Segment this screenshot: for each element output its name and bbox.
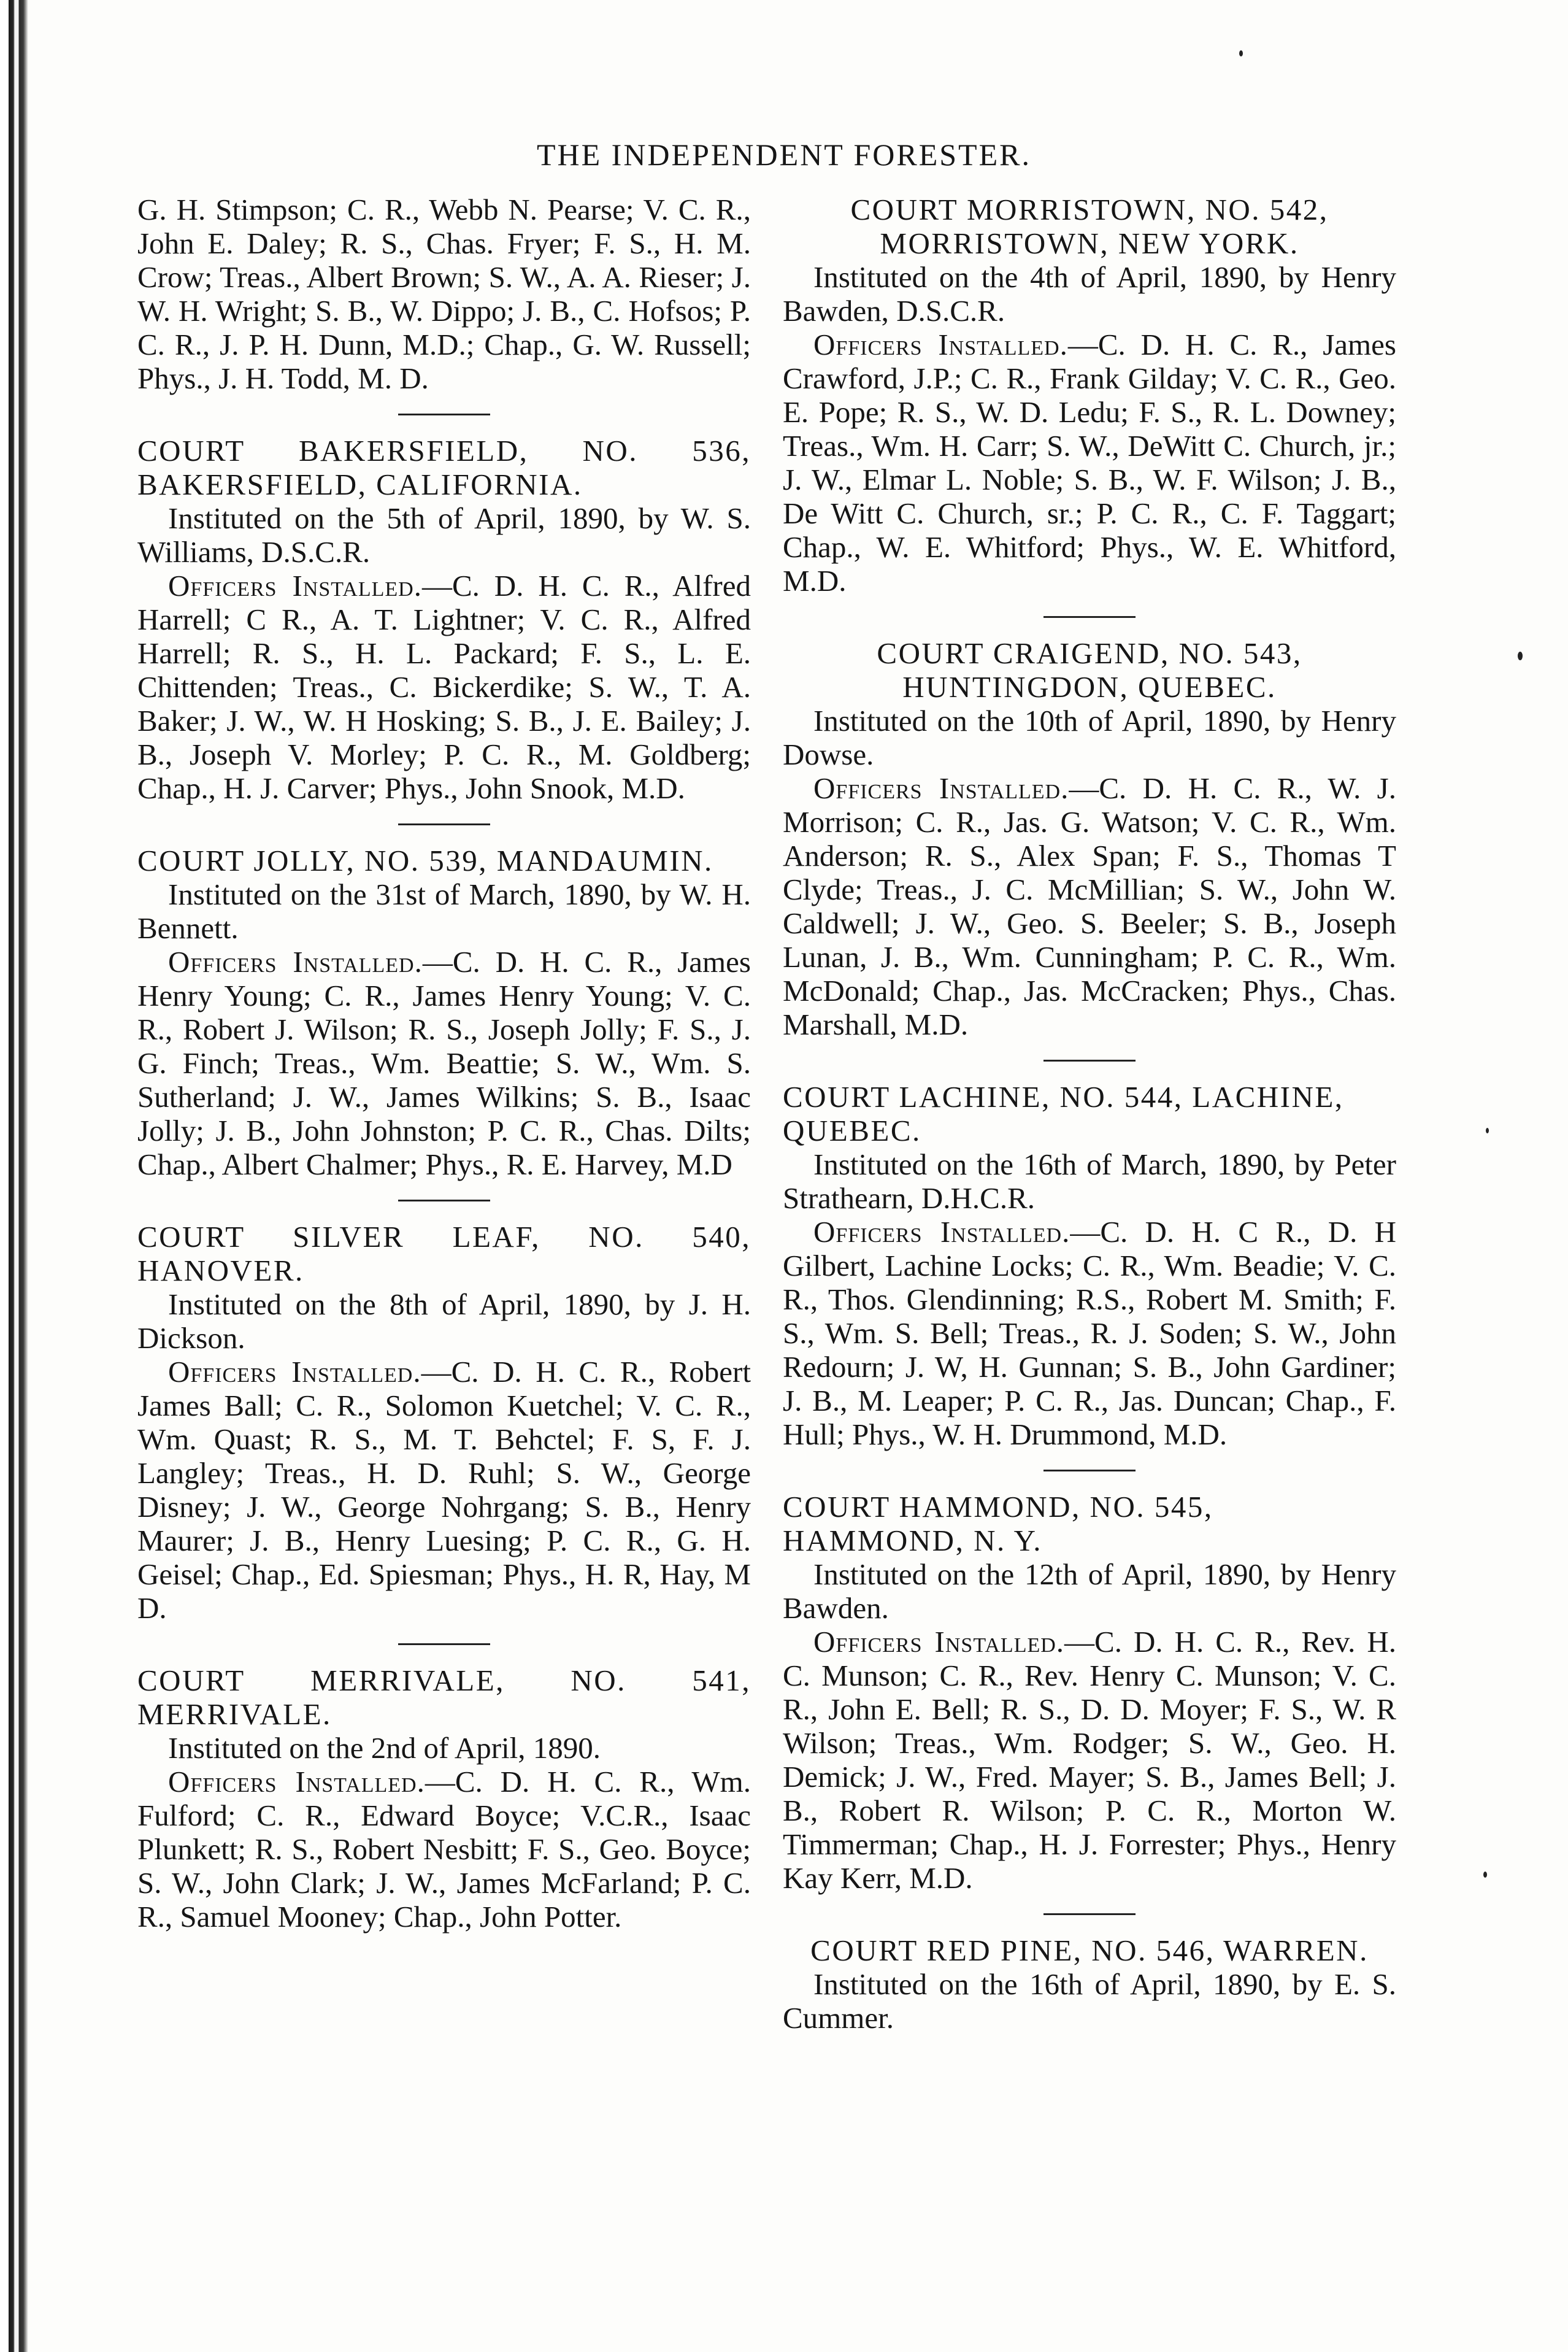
court-heading: COURT CRAIGEND, NO. 543, HUNTINGDON, QUEBEC. — [877, 636, 1302, 704]
section-rule — [398, 414, 490, 415]
officers-label: Officers Installed. — [168, 1355, 421, 1389]
section-rule — [1043, 1060, 1136, 1062]
court-officers — [137, 945, 751, 1181]
court-instituted: Instituted on the 10th of April, 1890, by Henry Dowse. — [783, 704, 1396, 771]
court-bakersfield — [137, 434, 751, 805]
court-instituted: Instituted on the 12th of April, 1890, by Henry Bawden. — [783, 1557, 1396, 1625]
court-heading: COURT BAKERSFIELD, NO. 536, BAKERSFIELD, CALIFORNIA. — [137, 434, 751, 501]
court-heading: COURT RED PINE, NO. 546, WARREN. — [810, 1934, 1369, 1967]
court-officers — [783, 771, 1396, 1041]
running-head: THE INDEPENDENT FORESTER. — [536, 137, 1031, 172]
left-column — [137, 193, 751, 1934]
section-rule — [398, 1200, 490, 1201]
court-officers — [137, 1765, 751, 1934]
officers-label: Officers Installed. — [813, 1625, 1065, 1659]
officers-label: Officers Installed. — [168, 945, 423, 979]
officers-label: Officers Installed. — [168, 569, 422, 603]
officers-list: —C. D. H. C R., D. H Gilbert, Lachine Locks; C. R., Wm. Beadie; V. C. R., Thos. Glendinning; R.S., Robert M. Smith; F. S., Wm. S. Bell; Treas., R. J. Soden; S. W., John Redourn; J. W, H. Gunnan; S. B., John Gardiner; J. B., M. Leaper; P. C. R., Jas. Duncan; Chap., F. Hull; Phys., W. H. Drummond, M.D. — [783, 1215, 1397, 1451]
section-rule — [398, 823, 490, 825]
court-officers — [137, 1355, 751, 1625]
court-instituted: Instituted on the 8th of April, 1890, by J. H. Dickson. — [137, 1287, 751, 1355]
court-heading: COURT SILVER LEAF, NO. 540, HANOVER. — [137, 1220, 751, 1287]
court-instituted: Instituted on the 16th of April, 1890, by E. S. Cummer. — [783, 1967, 1396, 2035]
margin-speck — [1518, 652, 1523, 660]
court-jolly — [137, 844, 751, 1181]
court-heading: COURT JOLLY, NO. 539, MANDAUMIN. — [137, 844, 713, 877]
court-morristown — [783, 193, 1396, 598]
officers-list: —C. D. H. C. R., Rev. H. C. Munson; C. R., Rev. Henry C. Munson; V. C. R., John E. Bell; R. S., D. D. Moyer; F. S., W. R Wilson; Treas., Wm. Rodger; S. W., Geo. H. Demick; J. W., Fred. Mayer; S. B., James Bell; J. B., Robert R. Wilson; P. C. R., Morton W. Timmerman; Chap., H. J. Forrester; Phys., Henry Kay Kerr, M.D. — [783, 1625, 1396, 1895]
officers-label: Officers Installed. — [813, 328, 1068, 361]
court-officers — [783, 328, 1396, 598]
court-heading: COURT LACHINE, NO. 544, LACHINE, QUEBEC. — [783, 1080, 1344, 1147]
court-silver-leaf — [137, 1220, 751, 1625]
court-lachine — [783, 1080, 1396, 1451]
officers-label: Officers Installed. — [813, 1215, 1070, 1249]
margin-speck — [1239, 50, 1243, 56]
margin-speck — [1486, 1128, 1489, 1133]
court-hammond — [783, 1490, 1396, 1895]
court-craigend — [783, 636, 1396, 1041]
officers-list: —C. D. H. C. R., Robert James Ball; C. R., Solomon Kuetchel; V. C. R., Wm. Quast; R. S., M. T. Behctel; F. S, F. J. Langley; Treas., H. D. Ruhl; S. W., George Disney; J. W., George Nohrgang; S. B., Henry Maurer; J. B., Henry Luesing; P. C. R., G. H. Geisel; Chap., Ed. Spiesman; Phys., H. R, Hay, M D. — [137, 1355, 751, 1625]
section-rule — [1043, 616, 1136, 618]
court-instituted: Instituted on the 31st of March, 1890, by W. H. Bennett. — [137, 877, 751, 945]
book-spine-edge — [0, 0, 28, 2352]
court-red-pine — [783, 1934, 1396, 2035]
court-heading: COURT HAMMOND, NO. 545, HAMMOND, N. Y. — [783, 1490, 1213, 1557]
court-instituted: Instituted on the 5th of April, 1890, by W. S. Williams, D.S.C.R. — [137, 501, 751, 569]
officers-list: —C. D. H. C. R., W. J. Morrison; C. R., Jas. G. Watson; V. C. R., Wm. Anderson; R. S., Alex Span; F. S., Thomas T Clyde; Treas., J. C. McMillian; S. W., John W. Caldwell; J. W., Geo. S. Beeler; S. B., Joseph Lunan, J. B., Wm. Cunningham; P. C. R., Wm. McDonald; Chap., Jas. McCracken; Phys., Chas. Marshall, M.D. — [783, 771, 1396, 1041]
opening-paragraph: G. H. Stimpson; C. R., Webb N. Pearse; V. C. R., John E. Daley; R. S., Chas. Fryer; F. S., H. M. Crow; Treas., Albert Brown; S. W., A. A. Rieser; J. W. H. Wright; S. B., W. Dippo; J. B., C. Hofsos; P. C. R., J. P. H. Dunn, M.D.; Chap., G. W. Russell; Phys., J. H. Todd, M. D. — [137, 193, 751, 395]
section-rule — [1043, 1470, 1136, 1471]
section-rule — [398, 1643, 490, 1645]
officers-list: —C. D. H. C. R., James Crawford, J.P.; C. R., Frank Gilday; V. C. R., Geo. E. Pope; R. S., W. D. Ledu; F. S., R. L. Downey; Treas., Wm. H. Carr; S. W., DeWitt C. Church, jr.; J. W., Elmar L. Noble; S. B., W. F. Wilson; J. B., De Witt C. Church, sr.; P. C. R., C. F. Taggart; Chap., W. E. Whitford; Phys., W. E. Whitford, M.D. — [783, 328, 1396, 598]
court-heading: COURT MERRIVALE, NO. 541, MERRIVALE. — [137, 1664, 751, 1731]
court-merrivale — [137, 1664, 751, 1934]
court-instituted: Instituted on the 16th of March, 1890, by Peter Strathearn, D.H.C.R. — [783, 1147, 1396, 1215]
court-officers — [783, 1215, 1396, 1451]
officers-list: —C. D. H. C. R., Alfred Harrell; C R., A. T. Lightner; V. C. R., Alfred Harrell; R. S., H. L. Packard; F. S., L. E. Chittenden; Treas., C. Bickerdike; S. W., T. A. Baker; J. W., W. H Hosking; S. B., J. E. Bailey; J. B., Joseph V. Morley; P. C. R., M. Goldberg; Chap., H. J. Carver; Phys., John Snook, M.D. — [137, 569, 751, 805]
court-officers — [137, 569, 751, 805]
officers-list: —C. D. H. C. R., Wm. Fulford; C. R., Edward Boyce; V.C.R., Isaac Plunkett; R. S., Robert Nesbitt; F. S., Geo. Boyce; S. W., John Clark; J. W., James McFarland; P. C. R., Samuel Mooney; Chap., John Potter. — [137, 1765, 751, 1934]
court-heading: COURT MORRISTOWN, NO. 542, MORRISTOWN, NEW YORK. — [850, 193, 1329, 260]
court-instituted: Instituted on the 2nd of April, 1890. — [168, 1731, 601, 1765]
officers-label: Officers Installed. — [168, 1765, 425, 1799]
section-rule — [1043, 1913, 1136, 1915]
margin-speck — [1483, 1872, 1487, 1878]
officers-list: —C. D. H. C. R., James Henry Young; C. R., James Henry Young; V. C. R., Robert J. Wilson; R. S., Joseph Jolly; F. S., J. G. Finch; Treas., Wm. Beattie; S. W., Wm. S. Sutherland; J. W., James Wilkins; S. B., Isaac Jolly; J. B., John Johnston; P. C. R., Chas. Dilts; Chap., Albert Chalmer; Phys., R. E. Harvey, M.D — [137, 945, 751, 1181]
right-column — [783, 193, 1396, 2035]
officers-label: Officers Installed. — [813, 771, 1069, 805]
court-instituted: Instituted on the 4th of April, 1890, by Henry Bawden, D.S.C.R. — [783, 260, 1396, 328]
court-officers — [783, 1625, 1396, 1895]
